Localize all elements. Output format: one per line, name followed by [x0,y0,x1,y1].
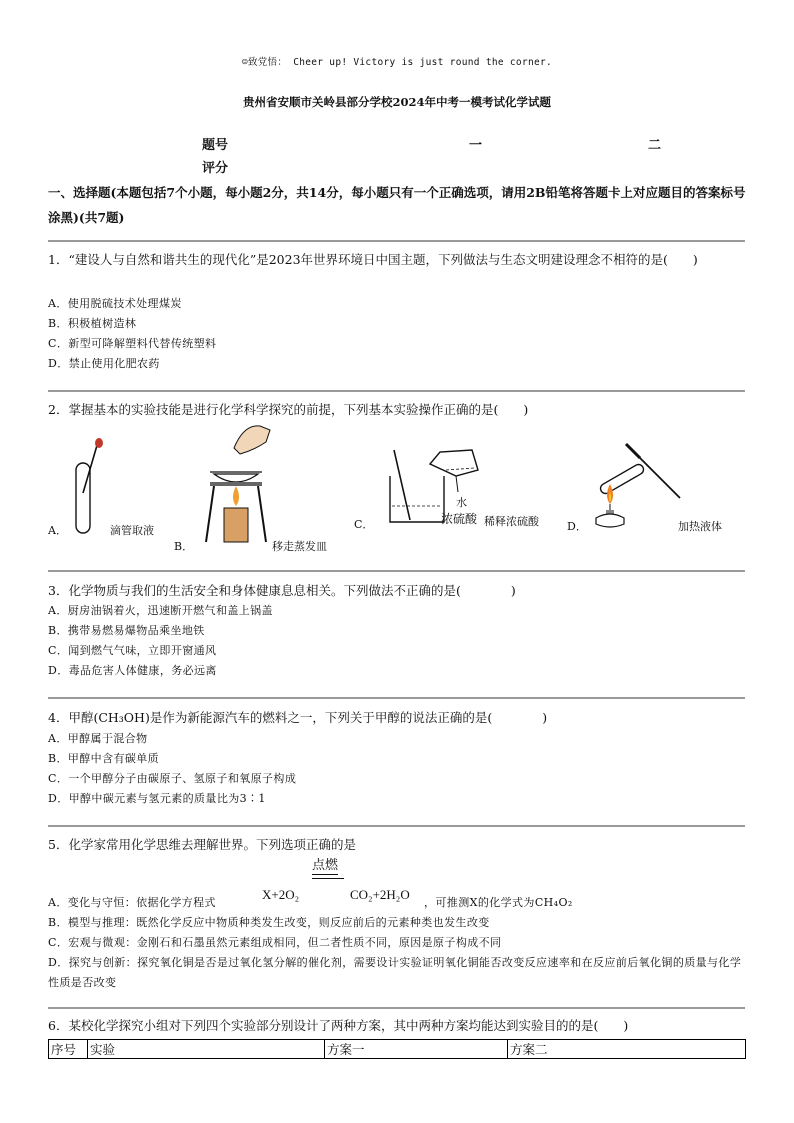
option: B．模型与推理：既然化学反应中物质种类发生改变，则反应前后的元素种类也发生改变 [48,916,490,929]
equation-right: CO₂+2H₂O [350,887,410,902]
question-stem: 3．化学物质与我们的生活安全和身体健康息息相关。下列做法不正确的是( ) [48,583,516,598]
reaction-condition: 点燃 [312,858,339,873]
table-header: 方案二 [508,1040,746,1059]
divider [48,1007,745,1009]
figure-letter: B． [174,540,194,553]
option: B．积极植树造林 [48,317,137,330]
question-stem: 6．某校化学探究小组对下列四个实验部分别设计了两种方案，其中两种方案均能达到实验目的的是( ) [48,1018,629,1033]
question-stem: 2．掌握基本的实验技能是进行化学科学探究的前提，下列基本实验操作正确的是( ) [48,402,529,417]
exam-title: 贵州省安顺市关岭县部分学校2024年中考一模考试化学试题 [242,95,551,109]
question-stem: 5．化学家常用化学思维去理解世界。下列选项正确的是 [48,837,356,852]
figure-caption: 稀释浓硫酸 [484,515,539,528]
figure-caption: 移走蒸发皿 [272,540,327,553]
score-row-label: 评分 [202,161,229,176]
section-heading: 一、选择题(本题包括7个小题，每小题2分，共14分，每小题只有一个正确选项，请用2B铅笔将答题卡上对应题目的答案标号涂黑)(共7题) [48,185,746,225]
divider [48,570,745,572]
option: C．新型可降解塑料代替传统塑料 [48,337,217,350]
question-stem: 4．甲醇(CH₃OH)是作为新能源汽车的燃料之一，下列关于甲醇的说法正确的是( ) [48,710,548,725]
experiment-table [48,1039,746,1059]
option: C．一个甲醇分子由碳原子、氢原子和氧原子构成 [48,772,297,785]
question-stem: 1．“建设人与自然和谐共生的现代化”是2023年世界环境日中国主题，下列做法与生态文明建设理念不相符的是( ) [48,252,698,267]
water-label: 水 [456,496,467,509]
acid-label: 浓硫酸 [441,512,478,526]
option: C．闻到燃气气味，立即开窗通风 [48,644,217,657]
equation-left: X+2O₂ [262,887,300,902]
figure-caption: 滴管取液 [110,524,154,537]
option: D．禁止使用化肥农药 [48,357,160,370]
figure-letter: A． [48,524,67,537]
figure-letter: C． [354,518,374,531]
option: D．探究与创新：探究氧化铜是否是过氧化氢分解的催化剂，需要设计实验证明氧化铜能否改变反应速率和在反应前后氧化铜的质量与化学性质是否改变 [48,956,742,989]
figure-caption: 加热液体 [678,520,722,533]
divider [48,697,745,699]
divider [48,825,745,827]
option: B．甲醇中含有碳单质 [48,752,160,765]
option: C．宏观与微观：金刚石和石墨虽然元素组成相同，但二者性质不同，原因是原子构成不同 [48,936,502,949]
dropper-test-tube-icon [64,438,104,538]
option: B．携带易燃易爆物品乘坐地铁 [48,624,205,637]
equation-line [312,878,344,879]
evaporating-dish-icon [200,420,272,548]
table-header: 序号 [49,1040,88,1059]
score-col: 一 [469,138,483,153]
option: A．使用脱硫技术处理煤炭 [48,297,182,310]
table-header: 实验 [88,1040,325,1059]
divider [48,240,745,242]
score-row-label: 题号 [202,138,229,153]
table-row [49,1040,746,1059]
heating-liquid-icon [592,440,684,534]
figure-letter: D． [567,520,587,533]
score-col: 二 [648,138,662,153]
motto: ☺致党悟： Cheer up! Victory is just round the corner. [241,57,553,68]
option: D．毒品危害人体健康，务必远离 [48,664,217,677]
divider [48,390,745,392]
option: A．甲醇属于混合物 [48,732,148,745]
option: D．甲醇中碳元素与氢元素的质量比为3∶1 [48,792,266,805]
option: A．变化与守恒：依据化学方程式 [48,896,216,909]
option: A．厨房油锅着火，迅速断开燃气和盖上锅盖 [48,604,273,617]
table-header: 方案一 [325,1040,508,1059]
option-tail: ，可推测X的化学式为CH₄O₂ [424,896,573,909]
